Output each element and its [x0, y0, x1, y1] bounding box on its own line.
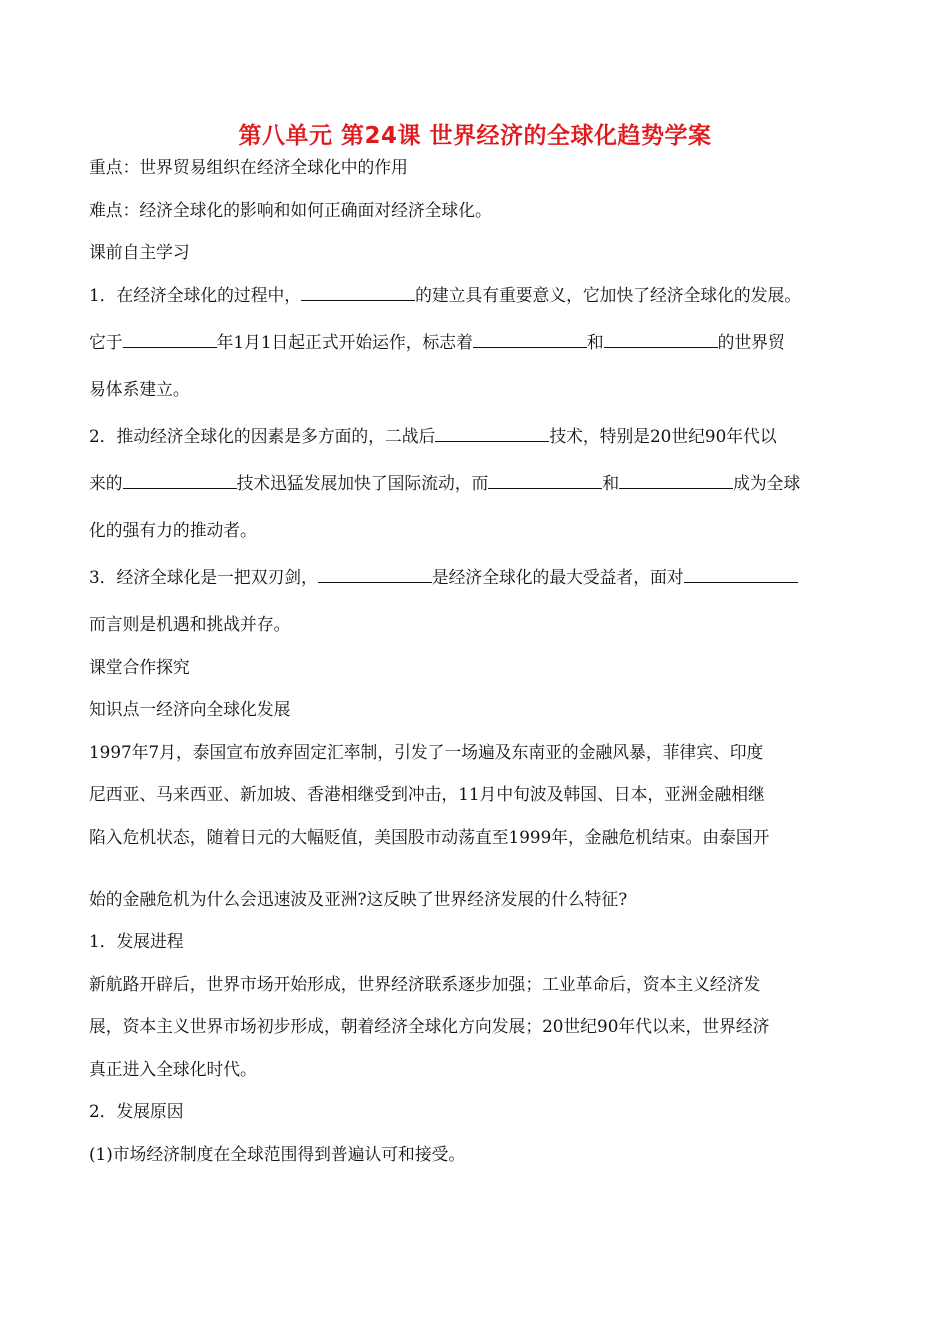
text-segment: 2．推动经济全球化的因素是多方面的，二战后: [89, 426, 436, 446]
text-segment: 易体系建立。: [89, 379, 190, 399]
paragraph-line: [89, 1139, 879, 1169]
question-3-line-1: [89, 562, 879, 592]
paragraph-line: [89, 822, 879, 852]
text-segment: 1997年7月，泰国宣布放弃固定汇率制，引发了一场遍及东南亚的金融风暴，菲律宾、印度: [89, 742, 764, 762]
fill-blank[interactable]: [301, 281, 415, 301]
text-segment: 3．经济全球化是一把双刃剑，: [89, 567, 318, 587]
paragraph-line: [89, 884, 879, 914]
text-segment: 技术，特别是20世纪90年代以: [549, 426, 777, 446]
fill-blank[interactable]: [123, 469, 237, 489]
subheading-progress: [89, 926, 879, 956]
text-segment: 始的金融危机为什么会迅速波及亚洲?这反映了世界经济发展的什么特征?: [89, 889, 628, 909]
key-point-line: [89, 152, 879, 182]
text-segment: 陷入危机状态，随着日元的大幅贬值，美国股市动荡直至1999年，金融危机结束。由泰国开: [89, 827, 770, 847]
fill-blank[interactable]: [473, 328, 587, 348]
fill-blank[interactable]: [435, 422, 549, 442]
text-segment: 来的: [89, 473, 123, 493]
text-segment: 的世界贸: [717, 332, 785, 352]
paragraph-line: [89, 1054, 879, 1084]
question-2-line-3: [89, 515, 879, 545]
text-segment: 的建立具有重要意义，它加快了经济全球化的发展。: [415, 285, 802, 305]
text-segment: 而言则是机遇和挑战并存。: [89, 614, 291, 634]
paragraph-line: [89, 779, 879, 809]
paragraph-line: [89, 969, 879, 999]
question-1-line-2: [89, 327, 879, 357]
paragraph-line: [89, 737, 879, 767]
question-1-line-3: [89, 374, 879, 404]
fill-blank[interactable]: [318, 563, 432, 583]
section-heading-preview: [89, 237, 879, 267]
difficulty-line: [89, 195, 879, 225]
fill-blank[interactable]: [123, 328, 217, 348]
text-segment: 化的强有力的推动者。: [89, 520, 257, 540]
text-segment: 技术迅猛发展加快了国际流动，而: [236, 473, 489, 493]
fill-blank[interactable]: [604, 328, 718, 348]
text-segment: 和: [586, 332, 604, 352]
text-segment: 它于: [89, 332, 123, 352]
fill-blank[interactable]: [619, 469, 733, 489]
knowledge-point-heading: [89, 694, 879, 724]
text-segment: 和: [602, 473, 620, 493]
text-segment: (1)市场经济制度在全球范围得到普遍认可和接受。: [89, 1144, 466, 1164]
question-2-line-1: [89, 421, 879, 451]
fill-blank[interactable]: [488, 469, 602, 489]
text-segment: 1．在经济全球化的过程中，: [89, 285, 302, 305]
text-segment: 2．发展原因: [89, 1101, 184, 1121]
text-segment: 新航路开辟后，世界市场开始形成，世界经济联系逐步加强；工业革命后，资本主义经济发: [89, 974, 761, 994]
document-title: 第八单元 第24课 世界经济的全球化趋势学案: [238, 123, 712, 149]
text-segment: 1．发展进程: [89, 931, 184, 951]
question-3-line-2: [89, 609, 879, 639]
question-1-line-1: [89, 280, 879, 310]
text-segment: 知识点一经济向全球化发展: [89, 699, 291, 719]
text-segment: 是经济全球化的最大受益者，面对: [431, 567, 684, 587]
text-segment: 展，资本主义世界市场初步形成，朝着经济全球化方向发展；20世纪90年代以来，世界经济: [89, 1016, 770, 1036]
section-heading-classroom: [89, 652, 879, 682]
text-segment: 难点：经济全球化的影响和如何正确面对经济全球化。: [89, 200, 492, 220]
fill-blank[interactable]: [684, 563, 798, 583]
question-2-line-2: [89, 468, 879, 498]
text-segment: 重点：世界贸易组织在经济全球化中的作用: [89, 157, 408, 177]
paragraph-line: [89, 1011, 879, 1041]
text-segment: 真正进入全球化时代。: [89, 1059, 257, 1079]
subheading-causes: [89, 1096, 879, 1126]
text-segment: 课前自主学习: [89, 242, 190, 262]
text-segment: 尼西亚、马来西亚、新加坡、香港相继受到冲击，11月中旬波及韩国、日本，亚洲金融相继: [89, 784, 765, 804]
text-segment: 年1月1日起正式开始运作，标志着: [216, 332, 473, 352]
text-segment: 成为全球: [733, 473, 801, 493]
text-segment: 课堂合作探究: [89, 657, 190, 677]
